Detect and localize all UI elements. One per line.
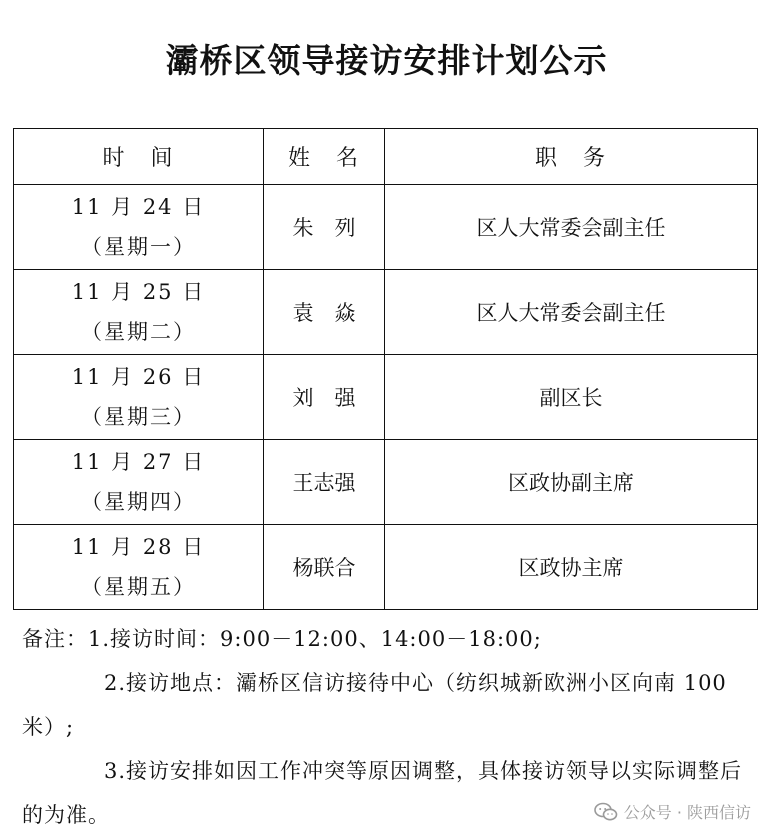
- time-cell: [14, 355, 264, 440]
- position-cell: 区人大常委会副主任: [385, 270, 758, 355]
- header-name: 姓 名: [264, 129, 385, 185]
- reception-schedule-table: [13, 128, 758, 610]
- wechat-icon: [594, 802, 618, 822]
- weekday-text: （星期五）: [81, 575, 196, 599]
- name-cell: 刘 强: [264, 355, 385, 440]
- table-row: [14, 185, 758, 270]
- header-position: 职 务: [385, 129, 758, 185]
- header-time: 时 间: [14, 129, 264, 185]
- table-header-row: [14, 129, 758, 185]
- position-cell: 区人大常委会副主任: [385, 185, 758, 270]
- name-cell: 朱 列: [264, 185, 385, 270]
- note-time: 备注：1.接访时间：9:00－12:00、14:00－18:00;: [22, 627, 542, 651]
- table-row: [14, 525, 758, 610]
- watermark-text: 公众号 · 陕西信访: [623, 803, 751, 822]
- date-text: 11 月 26 日: [71, 365, 206, 389]
- table-row: [14, 440, 758, 525]
- date-text: 11 月 24 日: [71, 195, 206, 219]
- table-row: [14, 355, 758, 440]
- time-cell: [14, 270, 264, 355]
- date-text: 11 月 27 日: [71, 450, 206, 474]
- table-row: [14, 270, 758, 355]
- date-text: 11 月 28 日: [71, 535, 206, 559]
- name-cell: 袁 焱: [264, 270, 385, 355]
- date-text: 11 月 25 日: [71, 280, 206, 304]
- watermark: [594, 800, 751, 823]
- time-cell: [14, 525, 264, 610]
- position-cell: 区政协副主席: [385, 440, 758, 525]
- weekday-text: （星期一）: [81, 235, 196, 259]
- page-title: 灞桥区领导接访安排计划公示: [165, 41, 608, 80]
- position-cell: 副区长: [385, 355, 758, 440]
- weekday-text: （星期三）: [81, 405, 196, 429]
- note-adjustment: 3.接访安排如因工作冲突等原因调整，具体接访领导以实际调整后的为准。: [22, 759, 743, 827]
- name-cell: 王志强: [264, 440, 385, 525]
- weekday-text: （星期二）: [81, 320, 196, 344]
- name-cell: 杨联合: [264, 525, 385, 610]
- position-cell: 区政协主席: [385, 525, 758, 610]
- time-cell: [14, 440, 264, 525]
- weekday-text: （星期四）: [81, 490, 196, 514]
- note-location: 2.接访地点：灞桥区信访接待中心（纺织城新欧洲小区向南 100 米）;: [22, 671, 727, 739]
- time-cell: [14, 185, 264, 270]
